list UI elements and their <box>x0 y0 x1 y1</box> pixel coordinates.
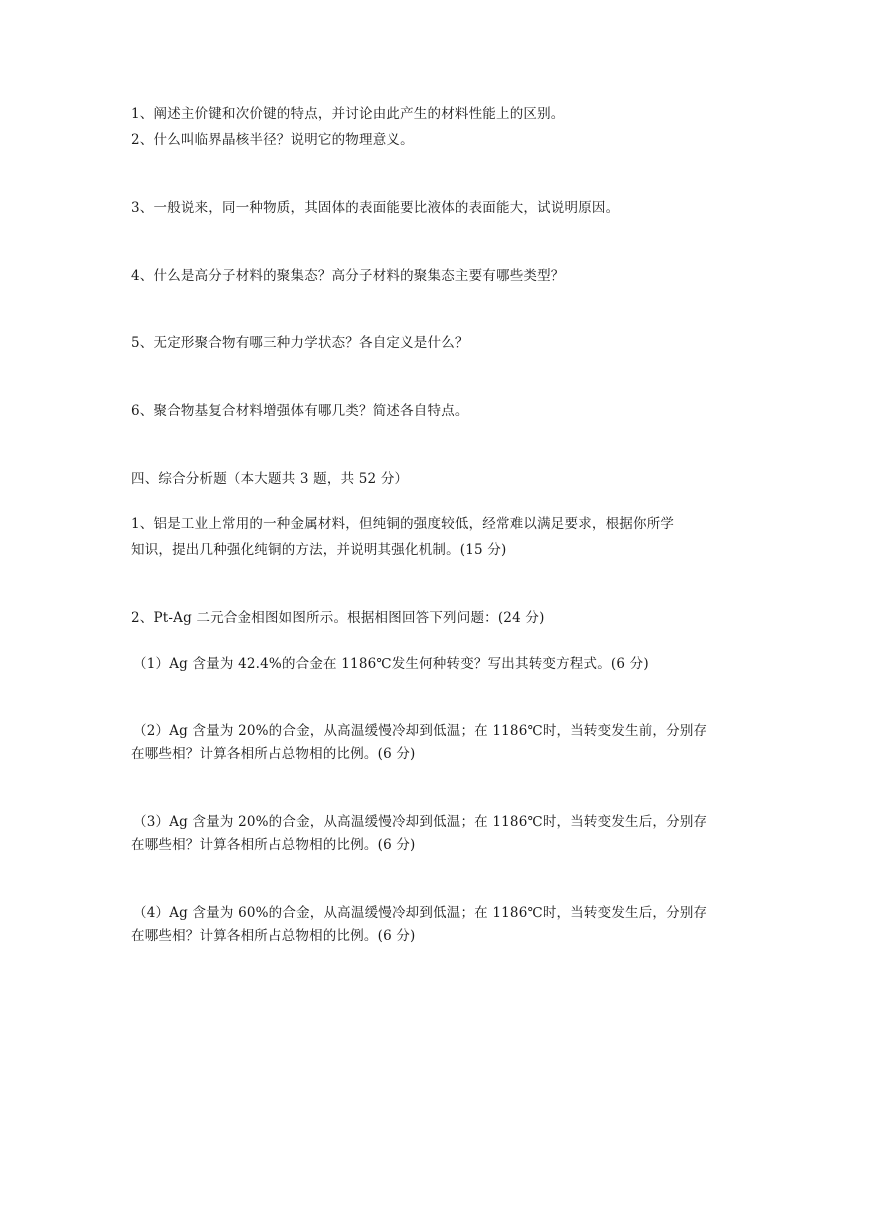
question-4-2-intro: 2、Pt-Ag 二元合金相图如图所示。根据相图回答下列问题：(24 分) <box>131 610 545 626</box>
question-4-2-sub4-line2: 在哪些相？计算各相所占总物相的比例。(6 分) <box>131 928 416 944</box>
question-3-4: 4、什么是高分子材料的聚集态？高分子材料的聚集态主要有哪些类型？ <box>131 268 565 284</box>
section-4-heading: 四、综合分析题（本大题共 3 题，共 52 分） <box>131 471 409 487</box>
question-4-2-sub2-line1: （2）Ag 含量为 20%的合金，从高温缓慢冷却到低温；在 1186℃时，当转变发生前，分别存 <box>133 723 708 739</box>
question-3-6: 6、聚合物基复合材料增强体有哪几类？简述各自特点。 <box>131 403 469 419</box>
question-3-3: 3、一般说来，同一种物质，其固体的表面能要比液体的表面能大，试说明原因。 <box>131 200 620 216</box>
question-3-5: 5、无定形聚合物有哪三种力学状态？各自定义是什么？ <box>131 335 469 351</box>
question-4-2-sub3-line1: （3）Ag 含量为 20%的合金，从高温缓慢冷却到低温；在 1186℃时，当转变发生后，分别存 <box>133 814 708 830</box>
question-4-1-line1: 1、铝是工业上常用的一种金属材料，但纯铜的强度较低，经常难以满足要求，根据你所学 <box>131 516 675 532</box>
question-4-2-sub2-line2: 在哪些相？计算各相所占总物相的比例。(6 分) <box>131 746 416 762</box>
question-4-2-sub1: （1）Ag 含量为 42.4%的合金在 1186℃发生何种转变？写出其转变方程式。(6 分) <box>133 656 649 672</box>
question-4-2-sub4-line1: （4）Ag 含量为 60%的合金，从高温缓慢冷却到低温；在 1186℃时，当转变发生后，分别存 <box>133 905 708 921</box>
question-3-1: 1、阐述主价键和次价键的特点，并讨论由此产生的材料性能上的区别。 <box>131 106 565 122</box>
question-4-2-sub3-line2: 在哪些相？计算各相所占总物相的比例。(6 分) <box>131 837 416 853</box>
question-3-2: 2、什么叫临界晶核半径？说明它的物理意义。 <box>131 132 414 148</box>
question-4-1-line2: 知识，提出几种强化纯铜的方法，并说明其强化机制。(15 分) <box>131 542 507 558</box>
